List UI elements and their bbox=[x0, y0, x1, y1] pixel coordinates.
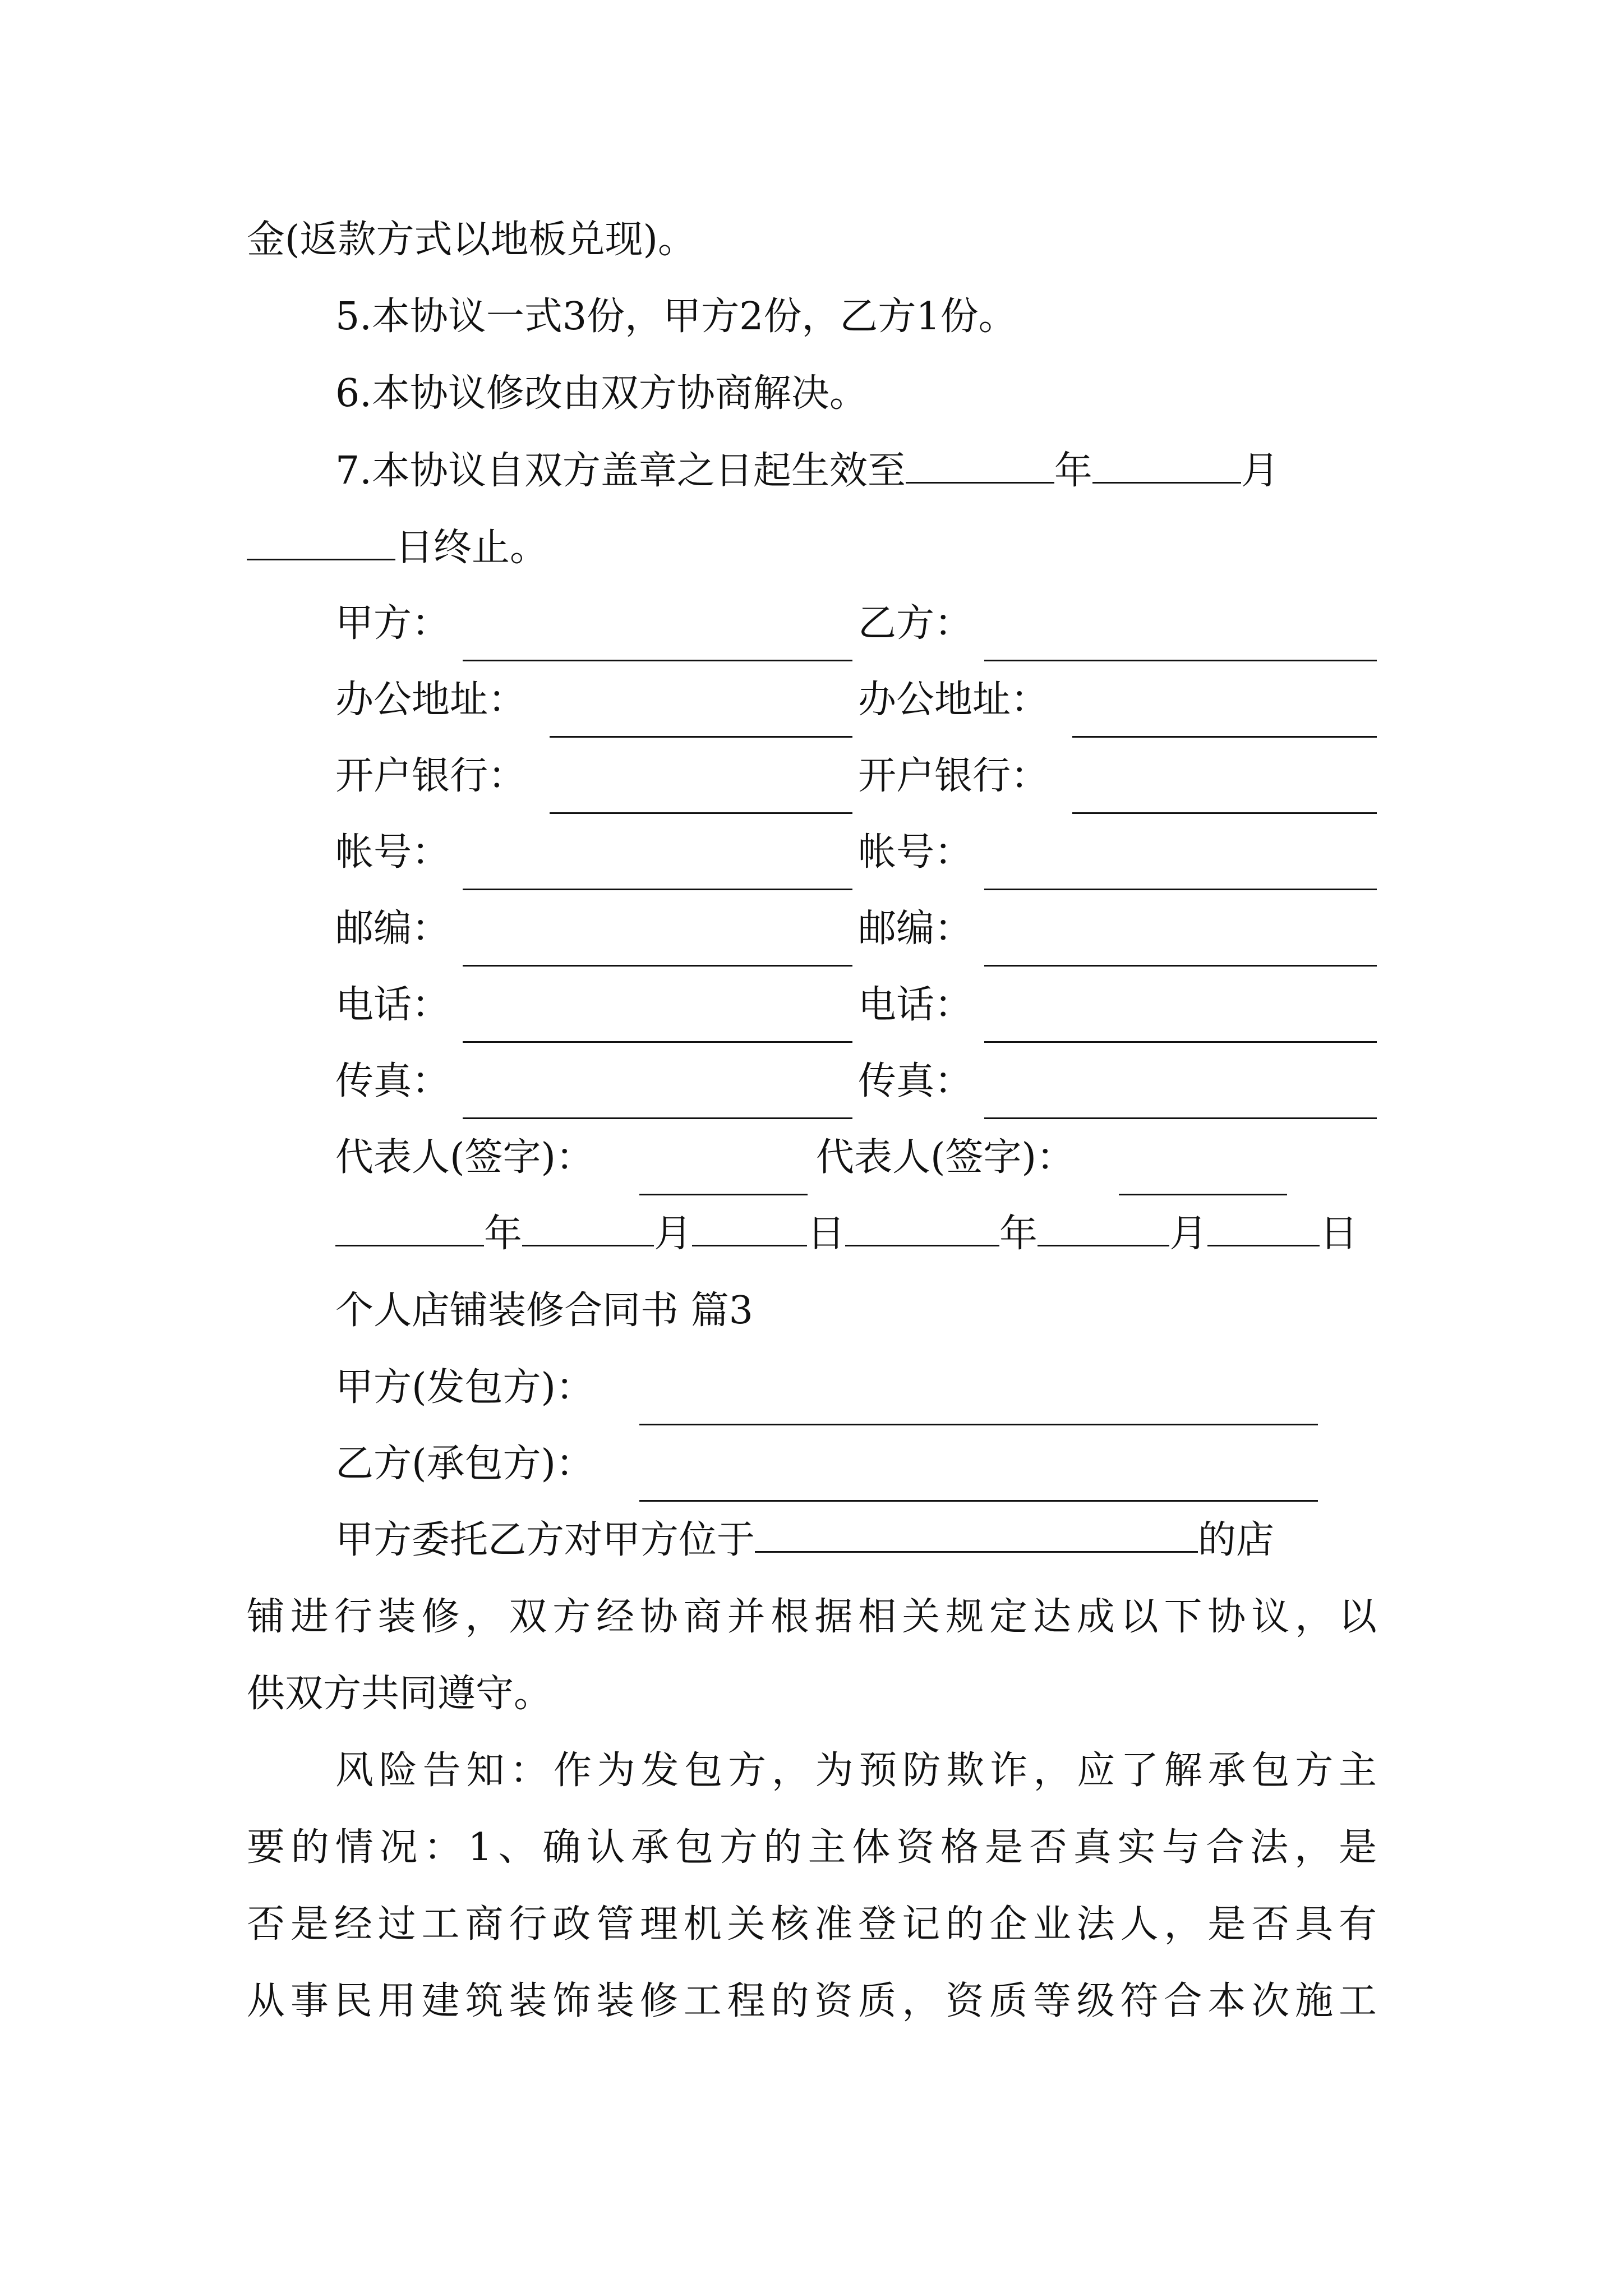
date-a-year-blank bbox=[335, 1207, 484, 1246]
fax-label-b: 传真： bbox=[858, 1059, 973, 1103]
clause-6: 6.本协议修改由双方协商解决。 bbox=[335, 371, 868, 416]
party-a-contract-blank bbox=[639, 1386, 1318, 1425]
commission-line-2: 铺进行装修，双方经协商并根据相关规定达成以下协议，以 bbox=[247, 1595, 1377, 1639]
day-blank bbox=[247, 521, 395, 560]
party-b-contract-label: 乙方(承包方)： bbox=[335, 1442, 594, 1486]
clause-7-end bbox=[247, 520, 548, 576]
party-a-contract-label: 甲方(发包方)： bbox=[335, 1365, 594, 1410]
bank-label-b: 开户银行： bbox=[858, 754, 1049, 798]
section-title: 个人店铺装修合同书 篇3 bbox=[335, 1289, 753, 1333]
commission-line-1 bbox=[335, 1512, 1274, 1568]
representative-blank-b bbox=[1119, 1156, 1287, 1195]
postcode-label-a: 邮编： bbox=[335, 907, 450, 951]
bank-label-a: 开户银行： bbox=[335, 754, 527, 798]
risk-notice-line-2: 要的情况：1、确认承包方的主体资格是否真实与合法，是 bbox=[247, 1825, 1377, 1870]
year-label: 年 bbox=[1054, 449, 1092, 493]
date-a-day-blank bbox=[692, 1207, 807, 1246]
account-label-b: 帐号： bbox=[858, 830, 973, 875]
party-a-label: 甲方： bbox=[335, 601, 450, 646]
account-blank-b bbox=[984, 850, 1377, 890]
date-a-day-label: 日 bbox=[807, 1212, 846, 1256]
date-b-year-label: 年 bbox=[999, 1212, 1038, 1256]
account-label-a: 帐号： bbox=[335, 830, 450, 875]
party-b-blank bbox=[984, 622, 1377, 661]
phone-label-a: 电话： bbox=[335, 983, 450, 1027]
risk-notice-line-1: 风险告知：作为发包方，为预防欺诈，应了解承包方主 bbox=[335, 1749, 1377, 1793]
location-blank bbox=[755, 1513, 1198, 1553]
date-b-day-blank bbox=[1207, 1207, 1320, 1246]
office-address-blank-a bbox=[550, 698, 852, 738]
fax-blank-a bbox=[463, 1079, 852, 1119]
fax-blank-b bbox=[984, 1079, 1377, 1119]
postcode-blank-a bbox=[463, 927, 852, 967]
commission-prefix: 甲方委托乙方对甲方位于 bbox=[335, 1518, 755, 1562]
date-b-month-label: 月 bbox=[1169, 1212, 1208, 1256]
phone-blank-b bbox=[984, 1003, 1377, 1043]
party-row-name bbox=[335, 596, 450, 652]
date-a-month-label: 月 bbox=[654, 1212, 693, 1256]
representative-label-b: 代表人(签字)： bbox=[816, 1135, 1075, 1180]
month-label: 月 bbox=[1241, 449, 1279, 493]
postcode-label-b: 邮编： bbox=[858, 907, 973, 951]
office-address-label-a: 办公地址： bbox=[335, 678, 527, 722]
account-blank-a bbox=[463, 850, 852, 890]
clause-7 bbox=[335, 443, 1279, 499]
commission-line-3: 供双方共同遵守。 bbox=[247, 1672, 552, 1716]
postcode-blank-b bbox=[984, 927, 1377, 967]
bank-blank-a bbox=[550, 774, 852, 814]
date-a-year-label: 年 bbox=[484, 1212, 523, 1256]
fax-label-a: 传真： bbox=[335, 1059, 450, 1103]
date-a-month-blank bbox=[522, 1207, 654, 1246]
risk-notice-line-4: 从事民用建筑装饰装修工程的资质，资质等级符合本次施工 bbox=[247, 1979, 1377, 2023]
commission-suffix: 的店 bbox=[1198, 1518, 1275, 1562]
year-blank bbox=[906, 444, 1054, 484]
date-b-day-label: 日 bbox=[1320, 1212, 1358, 1256]
party-a-blank bbox=[463, 622, 852, 661]
office-address-label-b: 办公地址： bbox=[858, 678, 1049, 722]
date-row bbox=[335, 1206, 1358, 1262]
clause-5: 5.本协议一式3份，甲方2份，乙方1份。 bbox=[335, 295, 1017, 339]
intro-line: 金(返款方式以地板兑现)。 bbox=[247, 218, 697, 262]
clause-7-end-text: 日终止。 bbox=[395, 526, 548, 570]
date-b-month-blank bbox=[1038, 1207, 1169, 1246]
phone-blank-a bbox=[463, 1003, 852, 1043]
phone-label-b: 电话： bbox=[858, 983, 973, 1027]
date-b-year-blank bbox=[845, 1207, 999, 1246]
party-b-label: 乙方： bbox=[858, 601, 973, 646]
representative-label-a: 代表人(签字)： bbox=[335, 1135, 594, 1180]
representative-blank-a bbox=[639, 1156, 808, 1195]
risk-notice-line-3: 否是经过工商行政管理机关核准登记的企业法人，是否具有 bbox=[247, 1902, 1377, 1947]
bank-blank-b bbox=[1072, 774, 1377, 814]
office-address-blank-b bbox=[1072, 698, 1377, 738]
month-blank bbox=[1092, 444, 1241, 484]
party-b-contract-blank bbox=[639, 1462, 1318, 1502]
clause-7-text: 7.本协议自双方盖章之日起生效至 bbox=[335, 449, 906, 493]
